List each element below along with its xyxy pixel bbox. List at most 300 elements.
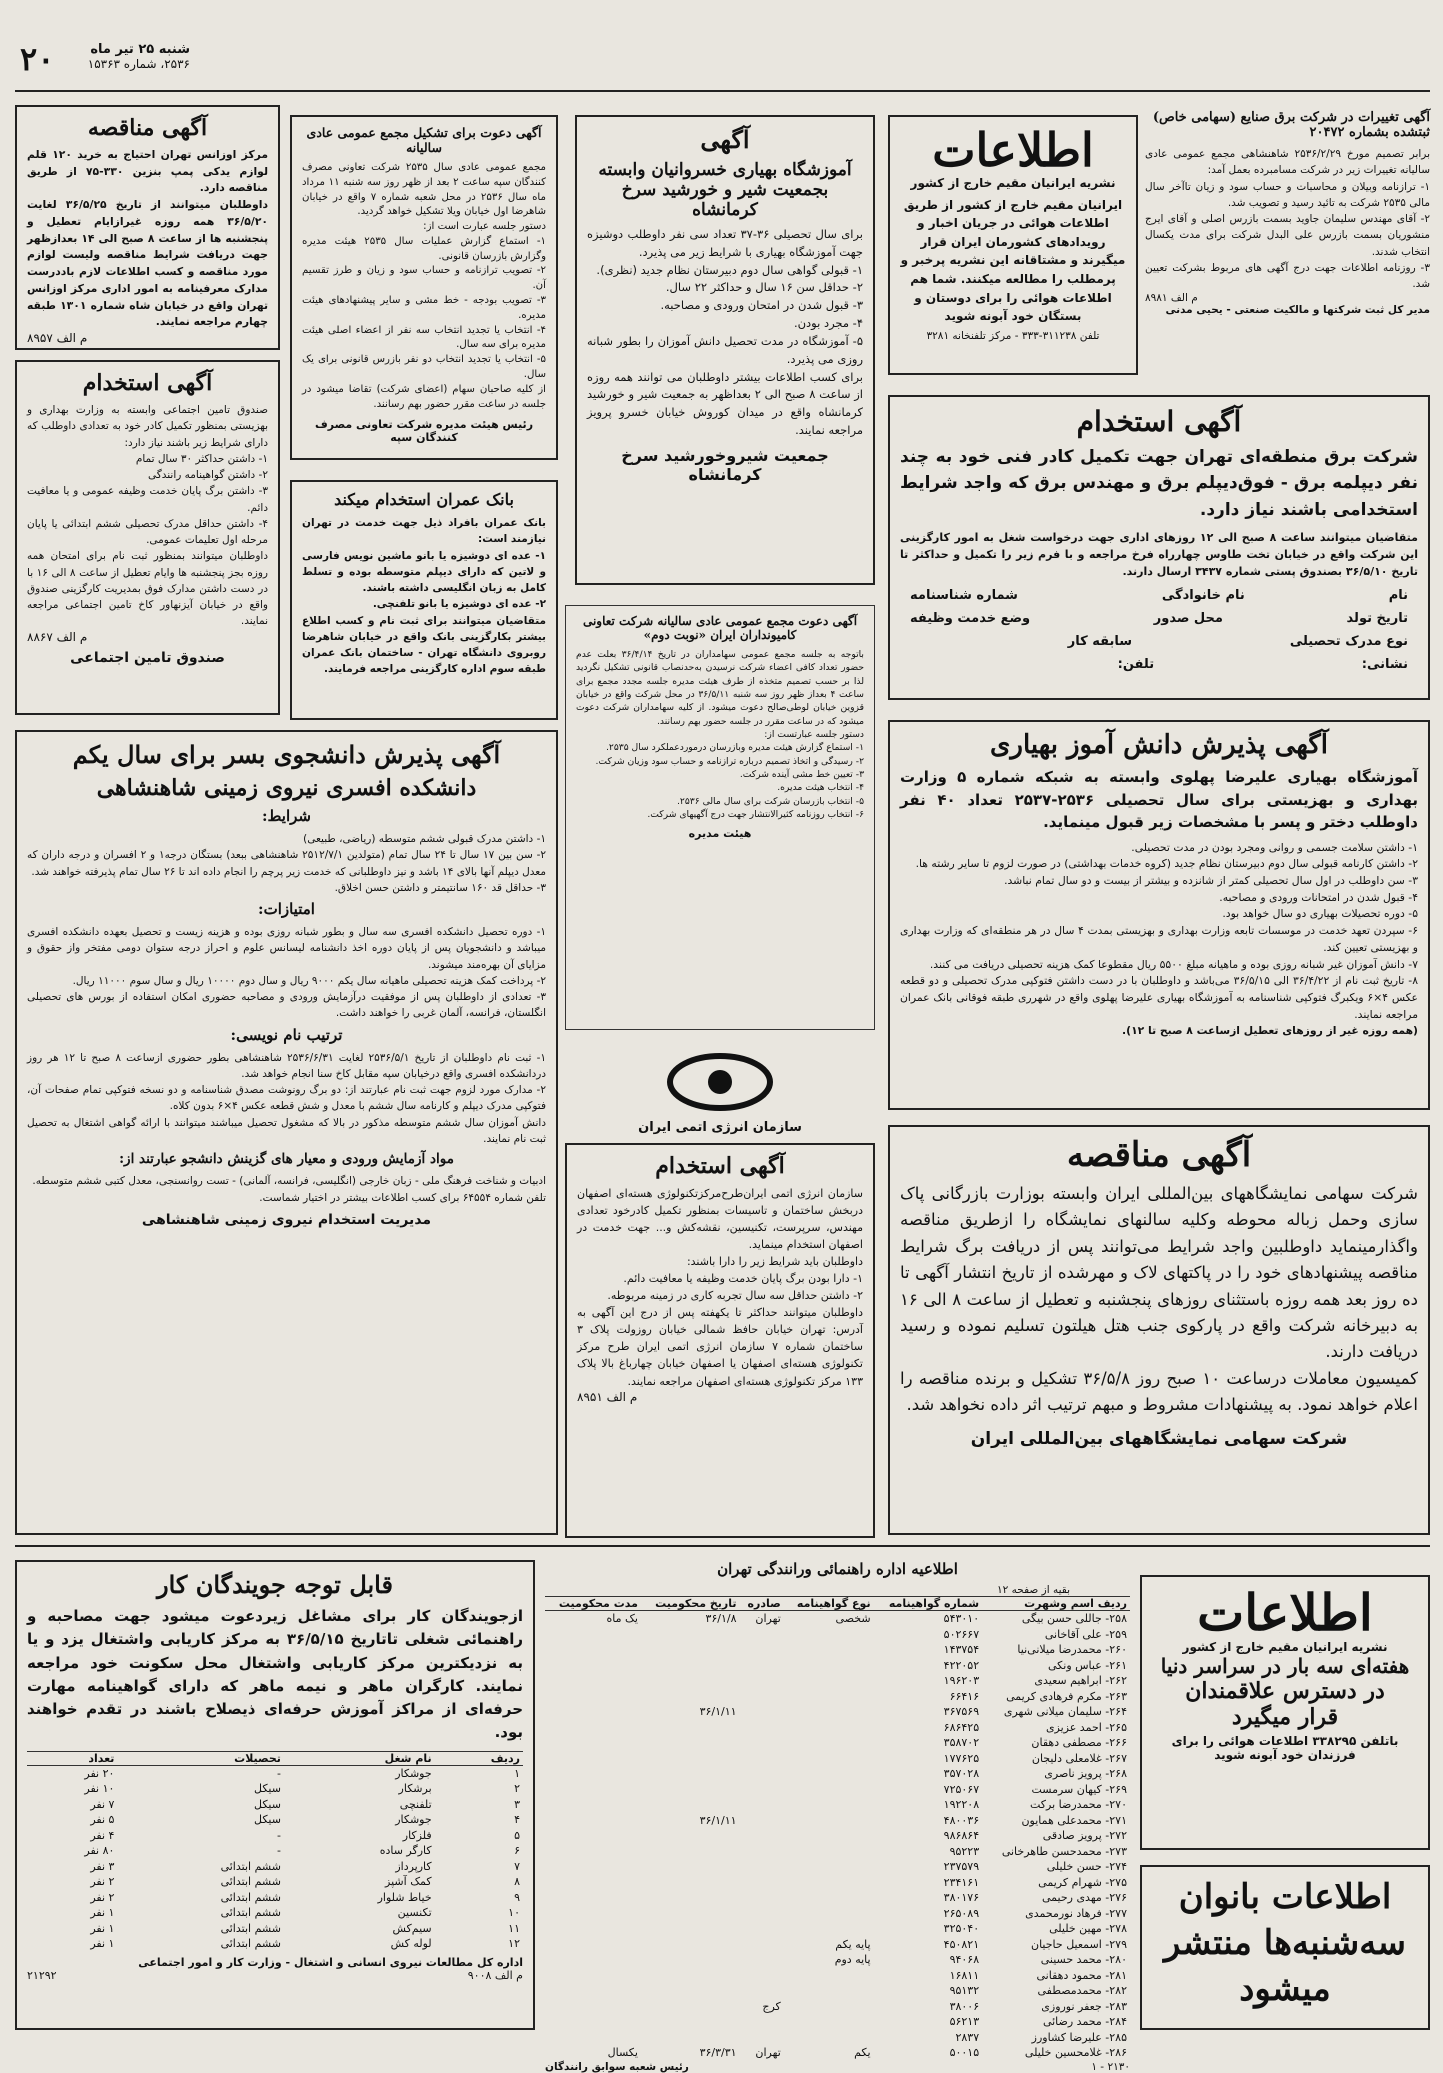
table-cell: [545, 1875, 641, 1891]
table-cell: ۲۶۵- احمد عزیزی: [1045, 1720, 1127, 1734]
driver-row: [545, 2030, 1130, 2046]
driver-row: [545, 1658, 1130, 1674]
table-cell: ۲۸۰- محمد حسینی: [1040, 1953, 1127, 1967]
table-cell: ۹۴۰۶۸: [949, 1953, 980, 1967]
ad-admission-nursing: [888, 720, 1430, 1110]
ad-ref: م الف ۸۹۵۷: [27, 331, 88, 346]
table-cell: ۱۶۸۱۱: [949, 1968, 980, 1982]
ad-body: برای سال تحصیلی ۳۶-۳۷ تعداد سی نفر داوطلب دوشیزه جهت آموزشگاه بهیاری با شرایط زیر می پذیرد. ۱- قبولی گواهی سال دوم دبیرستان نظام جدید (نظری). ۲- حداقل سن ۱۶ سال و حداکثر ۲۲ سال. ۳- قبول شدن در امتحان ورودی و مصاحبه. ۴- مجرد بودن. ۵- آموزشگاه در مدت تحصیل دانش آموزان را بطور شبانه روزی می پذیرد. برای کسب اطلاعات بیشتر داوطلبان می توانند همه روزه از ساعت ۸ صبح الی ۲ بعداظهر به جمعیت شیر و خورشید کرمانشاه واقع در میدان کوروش خیابان خسرو پرویز مراجعه نمایند.: [587, 227, 863, 437]
table-cell: [545, 1642, 641, 1658]
benefits-body: ۱- دوره تحصیل دانشکده افسری سه سال و بطور شبانه روزی بوده و هزینه زیست و تحصیل بعهده دانشکده افسری میباشد و دانشجویان پس از پایان دوره اخذ دانشنامه لیسانس علوم و احراز درجه ستوان دومی مفتخر واز حقوق و مزایای آن بهره‌مند میشوند. ۲- پرداخت کمک هزینه تحصیلی ماهیانه سال یکم ۹۰۰۰ ریال و سال دوم ۱۰۰۰۰ ریال و سال سوم ۱۱۰۰۰ ریال. ۳- تعدادی از داوطلبان پس از موفقیت درآزمایش ورودی و مصاحبه حضوری امکان استفاده از بورس های تحصیلی انگلستان، فرانسه، آلمان غربی را خواهند داشت.: [27, 926, 546, 1020]
ad-sign: رئیس هیئت مدیره شرکت تعاونی مصرف کنندگان سپه: [314, 418, 534, 445]
table-cell: [545, 1828, 641, 1844]
ad-items: ۱- داشتن سلامت جسمی و روانی ومجرد بودن در مدت تحصیلی. ۲- داشتن کارنامه قبولی سال دوم دبیرستان نظام جدید (کروه خدمات بهداشتی) در صورت لزوم تا سایر رشته ها. ۳- سن داوطلب در اول سال تحصیلی کمتر از شانزده و بیشتر از بیست و دو سال تمام نباشد. ۴- قبول شدن در امتحانات ورودی و مصاحبه. ۵- دوره تحصیلات بهیاری دو سال خواهد بود. ۶- سپردن تعهد خدمت در موسسات تابعه وزارت بهداری و بهزیستی بمدت ۴ سال در هر منطقه‌ای که وزارت بهداری و بهزیستی تعیین کند. ۷- دانش آموزان غیر شبانه روزی بوده و ماهیانه مبلغ ۵۵۰۰ ریال مقطوعا کمک هزینه تحصیلی دریافت می کنند. ۸- تاریخ ثبت نام از ۳۶/۴/۲۲ الی ۳۶/۵/۱۵ می‌باشد و داوطلبان با در دست داشتن فتوکپی مدرک تحصیلی و دو قطعه عکس ۴×۶ ویکبرگ فتوکپی شناسنامه به آموزشگاه بهیاری علیرضا پهلوی واقع در شهرری طبقه فوقانی بانک عمران مراجعه نمایند.: [900, 840, 1418, 1021]
table-cell: ۲۷۰- محمدرضا برکت: [1030, 1798, 1127, 1812]
form-row: [910, 657, 1408, 672]
table-cell: ۲۸۵- علیرضا کشاورز: [1031, 2030, 1127, 2044]
ad-employment-power: [888, 395, 1430, 700]
table-cell: یک ماه: [606, 1612, 638, 1626]
table-cell: ۲۶۸- پرویز ناصری: [1044, 1767, 1127, 1781]
table-cell: ۲۸۴- محمد رضائی: [1042, 2015, 1127, 2029]
table-cell: ۹۵۲۲۳: [949, 1844, 980, 1858]
table-header-cell: ردیف اسم وشهرت: [982, 1597, 1130, 1611]
table-cell: [545, 1673, 641, 1689]
table-cell: ۷: [514, 1859, 520, 1873]
table-cell: [641, 1968, 740, 1984]
job-row: [27, 1843, 523, 1859]
table-cell: ۸: [514, 1875, 520, 1889]
driver-row: [545, 1797, 1130, 1813]
table-cell: [641, 1875, 740, 1891]
table-cell: [740, 1952, 784, 1968]
atomic-logo-text: سازمان انرژی اتمی ایران: [638, 1120, 802, 1135]
table-cell: ۷۲۵۰۶۷: [943, 1782, 980, 1796]
table-cell: فلزکار: [402, 1828, 432, 1842]
driver-row: [545, 1766, 1130, 1782]
ad-body: مرکز اوزانس تهران احتیاج به خرید ۱۲۰ قلم لوازم یدکی پمپ بنزین ۳۳۰-۷۵ از طریق مناقصه دارد. داوطلبان میتوانند از تاریخ ۳۶/۵/۲۵ لغایت ۳۶/۵/۲۰ همه روزه غیرازایام تعطیل و پنجشنبه ها از ساعت ۸ صبح الی ۱۴ بعدازظهر جهت دریافت شرایط مناقصه ولیست لوازم مورد مناقصه و کسب اطلاعات لازم باددرست مدارک معرفینامه به امور اداری مرکز اوزانس تهران واقع در خیابان شاه شماره ۱۳۰۱ طبقه چهارم مراجعه نمایند.: [27, 148, 269, 329]
ad-body: شرکت سهامی نمایشگاههای بین‌المللی ایران وابسته بوزارت بازرگانی پاک سازی وحمل زباله محوطه وکلیه سالنهای نمایشگاه را ازطریق مناقصه واگذارمینماید داوطلبین واجد شرایط می‌توانند پس از دریافت برگ شرایط مناقصه پیشنهادهای خود را در پاکتهای لاک و مهرشده از تاریخ انتشار آگهی تا ده روز بعد همه روزه باستثنای روزهای پنجشنبه و تعطیل از ساعت ۸ الی ۱۶ به دبیرخانه شرکت واقع در پارکوی جنب هتل هیلتون تسلیم نموده و رسید دریافت دارند. کمیسیون معاملات درساعت ۱۰ صبح روز ۳۶/۵/۸ تشکیل و برنده مناقصه را اعلام خواهد نمود. به پیشنهادات مشروط و مبهم ترتیب اثر داده نخواهد شد.: [900, 1184, 1418, 1415]
driver-row: [545, 1844, 1130, 1860]
table-cell: تهران: [755, 1612, 781, 1626]
table-cell: [641, 2014, 740, 2030]
ad-subtitle: دانشکده افسری نیروی زمینی شاهنشاهی: [96, 775, 477, 801]
ad-general-assembly-2: [565, 605, 875, 1030]
table-cell: ۹: [514, 1890, 520, 1904]
ad-title: آگهی دعوت مجمع عمومی عادی سالیانه شرکت تعاونی کامیونداران ایران «نوبت دوم»: [582, 614, 858, 642]
table-cell: [641, 1828, 740, 1844]
table-cell: [784, 1627, 874, 1643]
ad-title: آگهی پذیرش دانشجوی بسر برای سال یکم: [72, 740, 501, 769]
table-cell: [641, 1627, 740, 1643]
table-cell: [545, 1735, 641, 1751]
table-cell: ۲۰ نفر: [84, 1766, 115, 1780]
driver-row: [545, 1968, 1130, 1984]
driver-row: [545, 1890, 1130, 1906]
ad-title: اطلاعیه اداره راهنمائی ورانندگی تهران: [717, 1560, 958, 1578]
application-form: [900, 588, 1418, 672]
masthead-name: اطلاعات: [1197, 1583, 1373, 1642]
ad-ref2: ۲۱۲۹۲: [27, 1968, 57, 1982]
atomic-energy-logo-icon: [660, 1050, 780, 1120]
ad-title: قابل توجه جویندگان کار: [157, 1570, 393, 1599]
table-cell: [545, 1906, 641, 1922]
form-field-label: سابقه کار: [1067, 634, 1133, 650]
table-cell: ۱۷۷۶۲۵: [943, 1751, 980, 1765]
table-cell: پایه یکم: [835, 1937, 871, 1951]
masthead-tagline: نشریه ایرانیان مقیم خارج از کشور: [1182, 1640, 1388, 1654]
job-row: [27, 1874, 523, 1890]
table-cell: [545, 1766, 641, 1782]
table-cell: [545, 1844, 641, 1860]
table-cell: ۱۹۶۲۰۳: [943, 1674, 980, 1688]
table-cell: [641, 1673, 740, 1689]
header-date: شنبه ۲۵ تیر ماه: [90, 42, 190, 57]
form-field-label: وضع خدمت وظیفه: [910, 611, 1031, 627]
table-cell: [740, 2030, 784, 2046]
table-cell: [784, 1689, 874, 1705]
table-cell: ۲۸۳۷: [955, 2030, 980, 2044]
ad-tender-refinery: [15, 105, 280, 350]
ad-title: آگهی مناقصه: [87, 115, 208, 141]
table-cell: [784, 1890, 874, 1906]
driver-row: [545, 1828, 1130, 1844]
table-cell: ششم ابتدائی: [220, 1937, 281, 1951]
masthead-tagline: نشریه ایرانیان مقیم خارج از کشور: [910, 175, 1116, 190]
ad-ref: م الف ۸۸۶۷: [27, 629, 88, 644]
table-cell: خیاط شلوار: [377, 1890, 432, 1904]
table-cell: ۲۶۲- ابراهیم سعیدی: [1034, 1674, 1127, 1688]
table-cell: [545, 1751, 641, 1767]
driver-row: [545, 1782, 1130, 1798]
promo-women: [1140, 1865, 1430, 2030]
table-cell: ۱ نفر: [90, 1937, 115, 1951]
table-cell: ۲۷۷- فرهاد نورمحمدی: [1025, 1906, 1127, 1920]
table-cell: ششم ابتدائی: [220, 1906, 281, 1920]
table-cell: [784, 1782, 874, 1798]
ad-invitation-coop: [290, 115, 558, 460]
conditions-body: ۱- داشتن مدرک قبولی ششم متوسطه (ریاضی، طبیعی) ۲- سن بین ۱۷ سال تا ۲۴ سال تمام (متولدین ۲۵۱۲/۷/۱ شاهنشاهی ببعد) بستگان درجه۱ و ۲ افسران و درجه داران که معدل دیپلم آنها بالای ۱۴ باشد و نیز داوطلبانی که خدمت زیر پرچم را انجام داده اند تا ۲۶ سال تمام پذیرفته خواهند شد. ۳- حداقل قد ۱۶۰ سانتیمتر و داشتن حسن اخلاق.: [27, 833, 547, 894]
table-cell: ۲۸۲- محمدمصطفی: [1037, 1984, 1127, 1998]
job-row: [27, 1936, 523, 1952]
ad-dairy-school: [575, 115, 875, 585]
masthead-line1: هفته‌ای سه بار در سراسر دنیا: [1160, 1654, 1410, 1678]
table-cell: تلفنچی: [399, 1797, 432, 1811]
table-cell: ۲۳۷۵۷۹: [943, 1860, 980, 1874]
page-header: [40, 42, 190, 82]
table-cell: [641, 1689, 740, 1705]
driver-row: [545, 1720, 1130, 1736]
table-cell: سیکل: [253, 1813, 281, 1827]
table-cell: [784, 1813, 874, 1829]
masthead-line2: در دسترس علاقمندان: [1185, 1678, 1385, 1704]
table-cell: ۲۷۱- محمدعلی همایون: [1021, 1813, 1127, 1827]
ad-body: برابر تصمیم مورخ ۲۵۳۶/۲/۲۹ شاهنشاهی مجمع عمومی عادی سالیانه تغییرات زیر در شرکت مسامبرده بعمل آمد: ۱- ترازنامه وبیلان و محاسبات و حساب سود و زیان تاآخر سال مالی ۲۵۳۵ شرکت به تائید رسید و تصویب شد. ۲- آقای مهندس سلیمان جاوید بسمت بازرس اصلی و آقای ایرج منشوریان بسمت بازرس علی البدل شرکت برای مدت یکسال انتخاب شدند. ۳- روزنامه اطلاعات جهت درج آگهی های مربوط بشرکت تعیین شد.: [1145, 148, 1430, 291]
table-cell: [740, 1627, 784, 1643]
table-cell: ۹۸۶۸۶۴: [943, 1829, 980, 1843]
table-cell: [545, 1782, 641, 1798]
table-cell: ششم ابتدائی: [220, 1890, 281, 1904]
table-cell: ۶۶۴۱۶: [949, 1689, 980, 1703]
table-cell: [545, 1968, 641, 1984]
table-cell: یکم: [854, 2046, 871, 2060]
table-cell: لوله کش: [390, 1937, 432, 1951]
table-cell: -: [276, 1828, 281, 1842]
masthead-ettelaat-bottom: [1140, 1575, 1430, 1850]
table-header-cell: نام شغل: [284, 1751, 435, 1765]
ad-ref: م الف ۹۰۰۸: [467, 1968, 523, 1982]
table-cell: [641, 1937, 740, 1953]
driver-row: [545, 1952, 1130, 1968]
table-cell: [740, 1844, 784, 1860]
table-cell: ۲ نفر: [90, 1890, 115, 1904]
table-cell: ششم ابتدائی: [220, 1875, 281, 1889]
table-cell: [740, 1968, 784, 1984]
table-cell: [740, 2014, 784, 2030]
job-row: [27, 1890, 523, 1906]
table-cell: ۲۷۹- اسمعیل حاجیان: [1031, 1937, 1127, 1951]
form-row: [910, 634, 1408, 649]
table-cell: جوشکار: [395, 1766, 432, 1780]
ad-subtitle: آموزشگاه بهیاری خسروانیان وابسته بجمعیت شیر و خورشید سرخ کرمانشاه: [598, 160, 852, 220]
table-cell: ۶۸۶۴۲۵: [943, 1720, 980, 1734]
register-heading: ترتیب نام نویسی:: [230, 1025, 343, 1044]
table-cell: [641, 1735, 740, 1751]
form-field-label: نام خانوادگی: [1161, 588, 1245, 604]
table-cell: [740, 1921, 784, 1937]
table-cell: ۵۴۳۰۱۰: [943, 1612, 980, 1626]
form-field-label: نوع مدرک تحصیلی: [1289, 634, 1408, 650]
job-row: [27, 1781, 523, 1797]
table-cell: ۲۶۰- محمدرضا میلانی‌نیا: [1017, 1643, 1127, 1657]
table-cell: ۲۷۵- شهرام کریمی: [1038, 1875, 1127, 1889]
table-cell: [784, 1844, 874, 1860]
table-cell: [740, 1735, 784, 1751]
ad-title: آگهی تغییرات در شرکت برق صنایع (سهامی خاص) ثبتشده بشماره ۲۰۴۷۲: [1152, 110, 1430, 140]
driver-row: [545, 1735, 1130, 1751]
table-cell: [740, 1797, 784, 1813]
table-cell: پایه دوم: [834, 1953, 871, 1967]
table-cell: ۶: [514, 1844, 520, 1858]
ad-changes-power: [1145, 110, 1430, 395]
job-row: [27, 1905, 523, 1921]
table-cell: ۸۰ نفر: [84, 1844, 115, 1858]
ad-sign: صندوق تامین اجتماعی: [70, 649, 225, 666]
table-cell: ۲۷۸- مهین خلیلی: [1049, 1922, 1127, 1936]
job-row: [27, 1797, 523, 1813]
table-cell: [641, 1642, 740, 1658]
driver-row: [545, 1921, 1130, 1937]
table-cell: ۱۱: [508, 1921, 520, 1935]
masthead-line3: قرار میگیرد: [1231, 1704, 1339, 1730]
table-cell: [545, 2014, 641, 2030]
job-row: [27, 1812, 523, 1828]
driver-row: [545, 1611, 1130, 1627]
table-cell: یکسال: [607, 2046, 638, 2060]
form-field-label: نشانی:: [1361, 657, 1408, 673]
table-cell: [641, 1720, 740, 1736]
ad-title: آگهی استخدام: [655, 1153, 785, 1179]
table-cell: [641, 1952, 740, 1968]
ad-title: بانک عمران استخدام میکند: [334, 490, 514, 509]
table-cell: کارگر ساده: [379, 1844, 432, 1858]
masthead-name: اطلاعات: [932, 123, 1094, 177]
table-cell: [784, 1983, 874, 1999]
phone-line: تلفن شماره ۶۴۵۵۴ برای کسب اطلاعات بیشتر در اختیار شماست.: [259, 1191, 546, 1204]
table-cell: [784, 1859, 874, 1875]
table-cell: [740, 1720, 784, 1736]
ad-title: آگهی استخدام: [82, 370, 213, 396]
table-cell: [740, 1658, 784, 1674]
table-cell: [545, 1921, 641, 1937]
table-cell: [784, 1968, 874, 1984]
table-cell: [784, 1875, 874, 1891]
table-cell: [740, 1875, 784, 1891]
driver-row: [545, 1751, 1130, 1767]
table-header-cell: مدت محکومیت: [545, 1597, 641, 1611]
table-cell: [641, 2030, 740, 2046]
table-cell: ۲۸۳- جعفر نوروزی: [1041, 1999, 1127, 2013]
masthead-phone: باتلفن ۳۳۸۲۹۵ اطلاعات هوائی را برای فرزندان خود آبونه شوید: [1171, 1734, 1399, 1762]
table-cell: ۱۴۳۷۵۴: [943, 1643, 980, 1657]
ad-sign: مدیریت استخدام نیروی زمینی شاهنشاهی: [141, 1211, 432, 1228]
table-cell: برشکار: [398, 1782, 432, 1796]
ad-subtitle: بقیه از صفحه ۱۲: [997, 1584, 1070, 1596]
driver-row: [545, 1673, 1130, 1689]
table-cell: [641, 1921, 740, 1937]
ad-ref: م الف ۸۹۵۱: [577, 1389, 638, 1404]
table-cell: [740, 1890, 784, 1906]
page-number: ۲۰: [20, 40, 55, 78]
table-cell: [641, 1844, 740, 1860]
table-header-cell: صادره: [740, 1597, 784, 1611]
job-row: [27, 1765, 523, 1781]
conditions-heading: شرایط:: [262, 807, 311, 825]
ad-atomic-energy: [565, 1050, 875, 1535]
top-divider: [15, 90, 1430, 92]
ad-officer-college: [15, 730, 558, 1535]
table-cell: ۳: [514, 1797, 520, 1811]
table-cell: ۲۶۵۰۸۹: [943, 1906, 980, 1920]
table-cell: شخصی: [835, 1612, 871, 1626]
ad-footer: اداره کل مطالعات نیروی انسانی و اشتغال - وزارت کار و امور اجتماعی: [138, 1955, 523, 1969]
table-header-cell: تحصیلات: [117, 1751, 284, 1765]
table-header-cell: ردیف: [435, 1751, 523, 1765]
table-cell: [784, 1735, 874, 1751]
table-cell: [784, 1673, 874, 1689]
table-cell: ششم ابتدائی: [220, 1859, 281, 1873]
table-cell: [545, 1937, 641, 1953]
table-cell: [545, 1689, 641, 1705]
table-cell: -: [276, 1844, 281, 1858]
ad-footnote: (همه روزه غیر از روزهای تعطیل ازساعت ۸ صبح تا ۱۲).: [1122, 1023, 1418, 1037]
table-cell: [641, 1658, 740, 1674]
table-cell: ۱: [514, 1766, 520, 1780]
table-cell: ۲۶۷- غلامعلی دلیجان: [1031, 1751, 1127, 1765]
ad-body: آموزشگاه بهیاری علیرضا پهلوی وابسته به شبکه شماره ۵ وزارت بهداری و بهزیستی برای سال تحصیلی ۲۵۳۶-۲۵۳۷ تعداد ۴۰ نفر داوطلب دختر و پسر با مشخصات زیر قبول مینماید.: [900, 768, 1418, 831]
table-cell: [641, 1797, 740, 1813]
table-cell: [740, 1983, 784, 1999]
table-cell: ۲۵۹- علی آقاخانی: [1044, 1627, 1127, 1641]
ad-body: صندوق تامین اجتماعی وابسته به وزارت بهداری و بهزیستی بمنظور تکمیل کادر خود به تعدادی داوطلب که دارای شرایط زیر باشند نیاز دارد: ۱- داشتن حداکثر ۳۰ سال تمام ۲- داشتن گواهینامه رانندگی ۳- داشتن برگ پایان خدمت وظیفه عمومی و یا معافیت دائم. ۴- داشتن حداقل مدرک تحصیلی ششم ابتدائی یا پایان مرحله اول تعلیمات عمومی. داوطلبان میتوانند بمنظور ثبت نام برای امتحان همه روزه بجز پنجشنبه ها وایام تعطیل از ساعت ۸ الی ۱۶ با در دست داشتن مدارک فوق بمدیریت کارگزینی صندوق واقع در خیابان آیزنهاور کاخ تامین اجتماعی مراجعه نمایند.: [27, 404, 268, 628]
ad-title: آگهی: [700, 125, 750, 154]
table-cell: تهران: [755, 2046, 781, 2060]
table-cell: [545, 1720, 641, 1736]
table-cell: ۲۶۴- سلیمان میلانی شهری: [1003, 1705, 1127, 1719]
table-cell: ۲۶۶- مصطفی دهقان: [1031, 1736, 1127, 1750]
driver-row: [545, 1642, 1130, 1658]
table-cell: [784, 1906, 874, 1922]
table-cell: [784, 2014, 874, 2030]
table-cell: سیم‌کش: [392, 1921, 432, 1935]
form-row: [910, 588, 1408, 603]
exam-body: ادبیات و شناخت فرهنگ ملی - زبان خارجی (انگلیسی، فرانسه، آلمانی) - تست روانسنجی، معدل کتبی ششم متوسطه.: [32, 1175, 546, 1188]
table-cell: [740, 1751, 784, 1767]
table-cell: [740, 1828, 784, 1844]
table-cell: [545, 1658, 641, 1674]
table-cell: [784, 1797, 874, 1813]
table-cell: [740, 1859, 784, 1875]
table-cell: [784, 1658, 874, 1674]
driver-row: [545, 1906, 1130, 1922]
table-cell: [641, 1983, 740, 1999]
table-cell: [740, 1813, 784, 1829]
table-cell: [740, 1673, 784, 1689]
header-issue: ۲۵۳۶، شماره ۱۵۳۶۳: [87, 57, 190, 71]
table-cell: [784, 1828, 874, 1844]
table-cell: ۲۷۲- پرویز صادقی: [1042, 1829, 1127, 1843]
table-cell: [784, 1704, 874, 1720]
table-cell: ۱۲: [508, 1937, 520, 1951]
table-cell: ۱ نفر: [90, 1906, 115, 1920]
table-cell: [784, 1751, 874, 1767]
table-cell: ۲ نفر: [90, 1875, 115, 1889]
table-cell: ۲۷۶- مهدی رحیمی: [1041, 1891, 1127, 1905]
table-header-cell: تاریخ محکومیت: [641, 1597, 740, 1611]
promo-line1: اطلاعات بانوان: [1178, 1877, 1392, 1917]
table-cell: [545, 1999, 641, 2015]
table-cell: ۳۲۵۰۴۰: [943, 1922, 980, 1936]
ad-ref: م الف ۸۹۸۱: [1145, 292, 1198, 305]
table-cell: ۴ نفر: [90, 1828, 115, 1842]
table-cell: ۳۵۸۷۰۲: [943, 1736, 980, 1750]
table-cell: سیکل: [253, 1782, 281, 1796]
ad-title: آگهی استخدام: [1076, 405, 1242, 438]
register-body: ۱- ثبت نام داوطلبان از تاریخ ۲۵۳۶/۵/۱ لغایت ۲۵۳۶/۶/۳۱ شاهنشاهی بطور حضوری ازساعت ۸ صبح تا ۱۲ هر روز دردانشکده افسری واقع درخیابان سپه مقابل کاخ سنا انجام خواهد شد. ۲- مدارک مورد لزوم جهت ثبت نام عبارتند از: دو برگ رونوشت مصدق شناسنامه و دو نسخه فتوکپی تمام صفحات آن، فتوکپی مدرک دیپلم و کارنامه سال ششم با معدل و شش قطعه عکس ۴×۶ بدون کلاه. دانش آموزان سال ششم متوسطه مذکور در بالا که مشغول تحصیل میباشند میتوانند با ارائه گواهی اشتغال به تحصیل ثبت نام نمایند.: [27, 1051, 547, 1145]
job-row: [27, 1921, 523, 1937]
table-cell: کرج: [762, 1999, 781, 2013]
driver-row: [545, 2045, 1130, 2061]
table-cell: ۳۶۷۵۶۹: [943, 1705, 980, 1719]
table-cell: [784, 1642, 874, 1658]
table-cell: ۳۶/۱/۱۱: [699, 1705, 737, 1719]
ad-tender-expo: [888, 1125, 1430, 1535]
table-cell: ۲۶۹- کیهان سرمست: [1031, 1782, 1127, 1796]
driver-row: [545, 1689, 1130, 1705]
table-cell: ۴۸۰۰۳۶: [943, 1813, 980, 1827]
form-field-label: تاریخ تولد: [1346, 611, 1408, 627]
ad-body: شرکت برق منطقه‌ای تهران جهت تکمیل کادر فنی خود به چند نفر دیپلمه برق - فوق‌دیپلم برق و مهندس برق که واجد شرایط استخدامی باشند نیاز دارد.: [900, 447, 1418, 520]
form-field-label: تلفن:: [1117, 657, 1155, 673]
table-cell: [784, 1720, 874, 1736]
driver-row: [545, 1859, 1130, 1875]
table-cell: [545, 1797, 641, 1813]
driver-row: [545, 1999, 1130, 2015]
bottom-section-divider: [15, 1545, 1430, 1547]
table-cell: ۲۳۴۱۶۱: [943, 1875, 980, 1889]
ad-intro: ازجویندگان کار برای مشاغل زیردعوت میشود جهت مصاحبه و راهنمائی شغلی تاتاریخ ۳۶/۵/۱۵ به مرکز کاریابی واشتغال یزد و یا به نزدیکترین مرکز کاریابی واشتغال محل سکونت خود مراجعه نمایند. کارگران ماهر و نیمه ماهر که دارای گواهینامه مهارت حرفه‌ای از مراکز آموزش حرفه‌ای ذیصلاح باشند در تقدم خواهند بود.: [27, 1607, 523, 1742]
ad-title: آگهی پذیرش دانش آموز بهیاری: [990, 730, 1328, 760]
table-cell: [784, 2030, 874, 2046]
table-cell: ۷ نفر: [90, 1797, 115, 1811]
form-field-label: محل صدور: [1153, 611, 1223, 627]
table-cell: ۱۰: [508, 1906, 520, 1920]
table-cell: [740, 1642, 784, 1658]
table-cell: ۲۶۳- مکرم فرهادی کریمی: [1006, 1689, 1127, 1703]
table-cell: ۳۶/۱/۸: [705, 1612, 737, 1626]
table-header-cell: تعداد: [27, 1751, 117, 1765]
table-cell: ۱ نفر: [90, 1921, 115, 1935]
table-cell: تکنسین: [397, 1906, 432, 1920]
table-cell: ۵۰۲۶۶۷: [943, 1627, 980, 1641]
table-cell: [641, 1859, 740, 1875]
table-cell: ۲۷۳- محمدحسن طاهرخانی: [1001, 1844, 1127, 1858]
table-cell: [545, 1890, 641, 1906]
table-cell: [740, 1906, 784, 1922]
driver-row: [545, 1983, 1130, 1999]
table-cell: ۹۵۱۳۲: [949, 1984, 980, 1998]
table-cell: جوشکار: [395, 1813, 432, 1827]
driving-table: [545, 1596, 1130, 2061]
